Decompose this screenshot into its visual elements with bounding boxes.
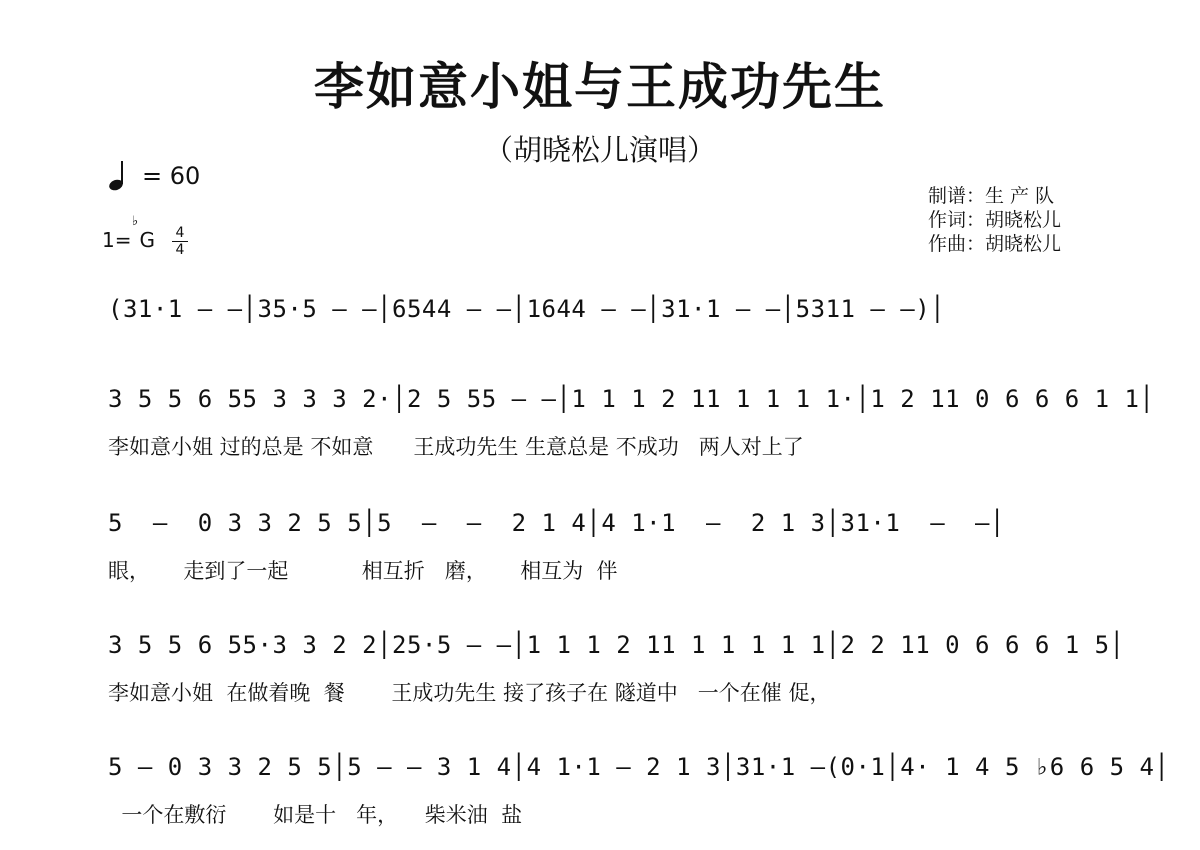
lyrics-line: 李如意小姐 过的总是 不如意 王成功先生 生意总是 不成功 两人对上了	[108, 435, 804, 459]
notation-line: 3 5 5 6 55·3 3 2 2│25·5 — —│1 1 1 2 11 1 1 1 1 1│2 2 11 0 6 6 6 1 5│	[108, 631, 1125, 659]
notation-system-3	[108, 508, 1108, 584]
key-prefix: 1=	[102, 228, 132, 252]
song-title: 李如意小姐与王成功先生	[314, 58, 886, 116]
credit-value: 生 产 队	[985, 185, 1055, 207]
credit-label: 作词：	[928, 209, 986, 231]
time-signature-top: 4	[175, 225, 185, 241]
credit-row-music	[928, 232, 1061, 256]
notation-line: 3 5 5 6 55 3 3 3 2·│2 5 55 — —│1 1 1 2 11 1 1 1 1·│1 2 11 0 6 6 6 1 1│	[108, 385, 1155, 413]
flat-icon: ♭	[132, 214, 139, 229]
credit-value: 胡晓松儿	[985, 233, 1062, 255]
credit-value: 胡晓松儿	[985, 209, 1062, 231]
credit-row-score	[928, 184, 1061, 208]
lyrics-line: 李如意小姐 在做着晚 餐 王成功先生 接了孩子在 隧道中 一个在催 促，	[108, 681, 831, 705]
notation-system-1	[108, 294, 1108, 344]
time-signature-bottom: 4	[175, 242, 185, 258]
time-signature	[172, 226, 188, 257]
notation-system-5	[108, 752, 1170, 828]
notation-line: (31·1 — —│35·5 — —│6544 — —│1644 — —│31·1 — —│5311 — —)│	[108, 295, 946, 323]
notation-system-4	[108, 630, 1125, 706]
key-signature	[102, 214, 185, 258]
tempo-value: = 60	[142, 162, 201, 190]
notation-line: 5 — 0 3 3 2 5 5│5 — — 2 1 4│4 1·1 — 2 1 3│31·1 — —│	[108, 509, 1005, 537]
credit-label: 作曲：	[928, 233, 986, 255]
quarter-note-icon	[108, 160, 130, 192]
key-note: G	[139, 228, 155, 252]
credit-row-lyrics	[928, 208, 1061, 232]
credits	[928, 184, 1061, 256]
performer-subtitle: （胡晓松儿演唱）	[483, 133, 716, 167]
credit-label: 制谱：	[928, 185, 986, 207]
lyrics-line: 一个在敷衍 如是十 年， 柴米油 盐	[108, 803, 523, 827]
notation-system-2	[108, 384, 1155, 460]
notation-line: 5 — 0 3 3 2 5 5│5 — — 3 1 4│4 1·1 — 2 1 3│31·1 —(0·1│4· 1 4 5 ♭6 6 5 4│	[108, 753, 1170, 781]
lyrics-line: 眼， 走到了一起 相互折 磨， 相互为 伴	[108, 559, 618, 583]
